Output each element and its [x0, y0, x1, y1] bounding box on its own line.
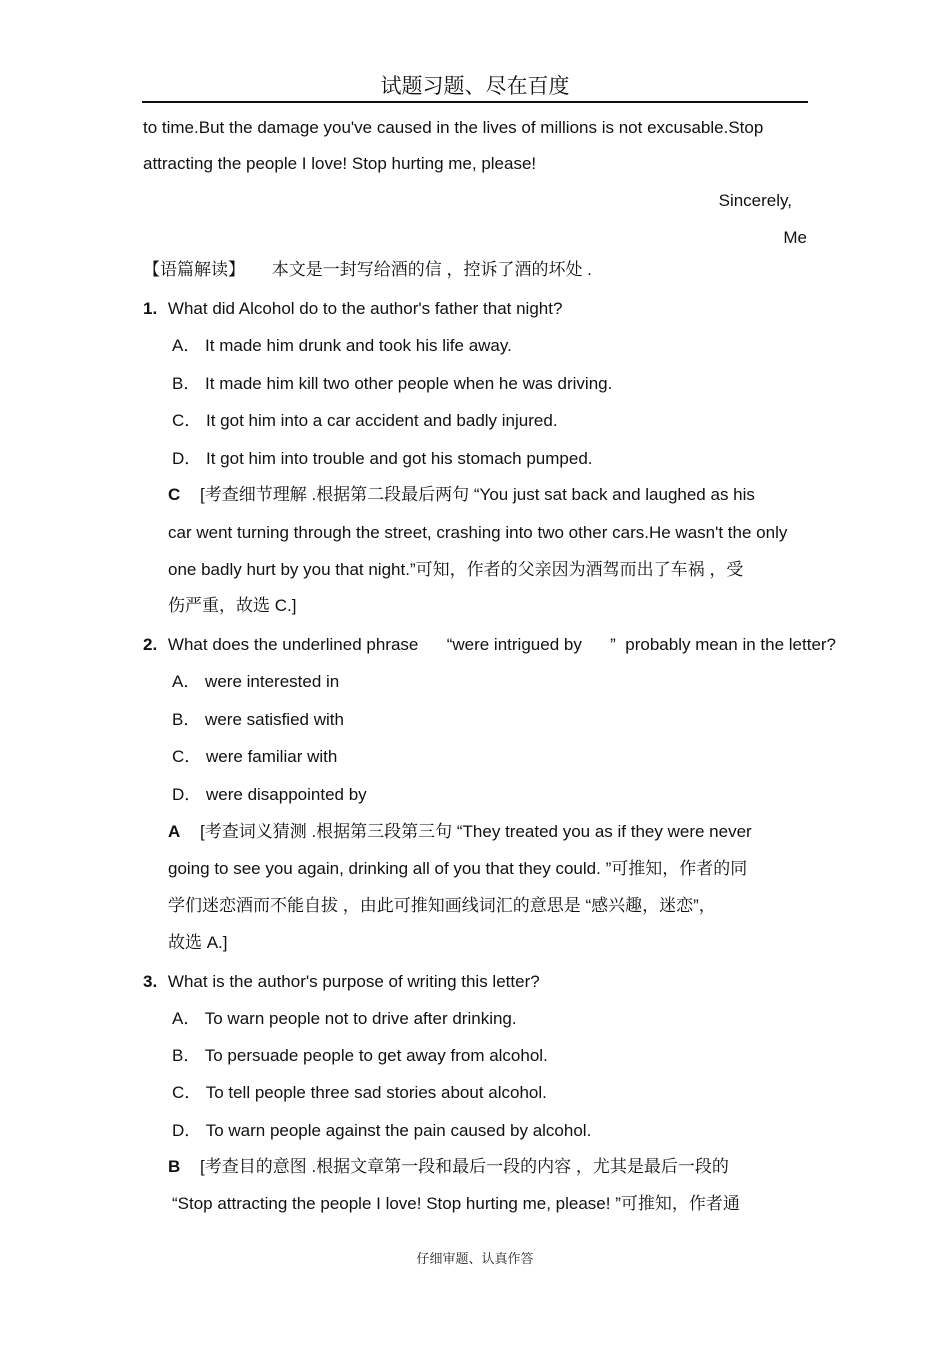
question-text: What did Alcohol do to the author's father that night? [167, 299, 563, 318]
explanation-line: car went turning through the street, crashing into two other cars.He wasn't the only [168, 523, 788, 542]
answer-explanation [168, 484, 755, 506]
answer-key: B [168, 1157, 181, 1176]
option-c: C． It got him into a car accident and badly injured. [172, 411, 558, 430]
letter-line: attracting the people I love! Stop hurting me, please! [143, 154, 537, 173]
option-d: D． were disappointed by [172, 785, 367, 804]
answer-explanation [168, 1156, 729, 1178]
letter-closing: Sincerely, [718, 191, 792, 210]
letter-signature: Me [783, 228, 807, 247]
explanation-line: [考查词义猜测 .根据第三段第三句 “They treated you as if they were never [200, 822, 752, 841]
option-b: B． It made him kill two other people when he was driving. [172, 374, 613, 393]
question-number: 1. [143, 299, 158, 318]
answer-key: C [168, 485, 181, 504]
option-a: A． It made him drunk and took his life away. [172, 336, 512, 355]
question-number: 3. [143, 972, 158, 991]
explanation-line: [考查目的意图 .根据文章第一段和最后一段的内容 ，尤其是最后一段的 [200, 1157, 729, 1176]
option-a: A． To warn people not to drive after drinking. [172, 1009, 517, 1028]
explanation-line: going to see you again, drinking all of you that they could. ”可推知，作者的同 [168, 859, 748, 878]
option-d: D． To warn people against the pain caused by alcohol. [172, 1121, 592, 1140]
option-c: C． were familiar with [172, 747, 338, 766]
question-stem [143, 971, 540, 993]
question-stem [143, 634, 836, 656]
explanation-line: “Stop attracting the people I love! Stop hurting me, please! ”可推知，作者通 [172, 1194, 740, 1213]
analysis-intro [143, 259, 592, 281]
explanation-line: 学们迷恋酒而不能自拔 ，由此可推知画线词汇的意思是 “感兴趣，迷恋”， [168, 896, 716, 915]
option-b: B． were satisfied with [172, 710, 344, 729]
analysis-text: 本文是一封写给酒的信 ，控诉了酒的坏处 . [271, 260, 592, 279]
page-footer: 仔细审题、认真作答 [416, 1251, 534, 1266]
explanation-line: one badly hurt by you that night.”可知，作者的父亲因为酒驾而出了车祸 ，受 [168, 560, 744, 579]
question-text: What is the author's purpose of writing this letter? [167, 972, 540, 991]
analysis-label: 【语篇解读】 [143, 260, 245, 279]
option-a: A． were interested in [172, 672, 340, 691]
explanation-line: 故选 A.] [168, 933, 228, 952]
option-b: B． To persuade people to get away from alcohol. [172, 1046, 548, 1065]
answer-explanation [168, 821, 752, 843]
header-divider [142, 101, 808, 103]
option-c: C． To tell people three sad stories about alcohol. [172, 1083, 547, 1102]
question-stem [143, 298, 562, 320]
answer-key: A [168, 822, 181, 841]
page-header-title: 试题习题、尽在百度 [380, 74, 570, 98]
explanation-line: 伤严重，故选 C.] [168, 596, 297, 615]
option-d: D． It got him into trouble and got his stomach pumped. [172, 449, 593, 468]
letter-line: to time.But the damage you've caused in the lives of millions is not excusable.Stop [143, 118, 764, 137]
explanation-line: [考查细节理解 .根据第二段最后两句 “You just sat back and laughed as his [200, 485, 755, 504]
question-text: What does the underlined phrase “were intrigued by ” probably mean in the letter? [167, 635, 837, 654]
question-number: 2. [143, 635, 158, 654]
